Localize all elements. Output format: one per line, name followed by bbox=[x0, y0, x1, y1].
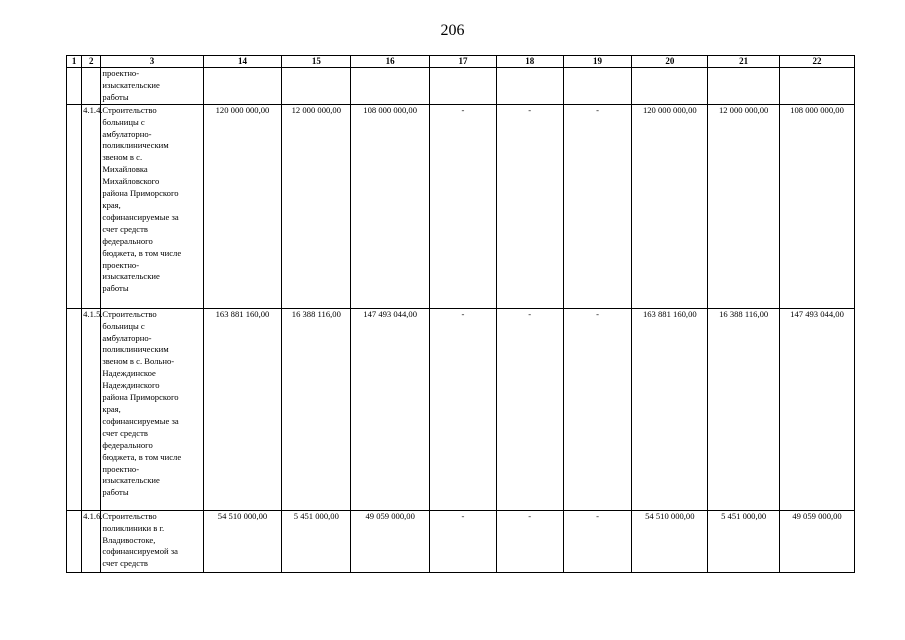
cell-15: 5 451 000,00 bbox=[282, 510, 351, 572]
table-row bbox=[67, 510, 855, 572]
row-description: проектно- изыскательские работы bbox=[101, 68, 203, 105]
cell-19: - bbox=[563, 308, 632, 510]
cell-22: 108 000 000,00 bbox=[780, 104, 855, 308]
budget-table bbox=[66, 55, 855, 573]
column-header: 19 bbox=[563, 56, 632, 68]
cell-19: - bbox=[563, 510, 632, 572]
cell-20: 54 510 000,00 bbox=[632, 510, 708, 572]
cell-17: - bbox=[430, 104, 497, 308]
cell-15: 12 000 000,00 bbox=[282, 104, 351, 308]
cell-16: 49 059 000,00 bbox=[351, 510, 430, 572]
cell-18: - bbox=[496, 308, 563, 510]
cell-17: - bbox=[430, 308, 497, 510]
table-row bbox=[67, 104, 855, 308]
cell-16: 147 493 044,00 bbox=[351, 308, 430, 510]
column-header: 17 bbox=[430, 56, 497, 68]
cell-16: 108 000 000,00 bbox=[351, 104, 430, 308]
cell-21: 5 451 000,00 bbox=[708, 510, 780, 572]
cell-14: 163 881 160,00 bbox=[203, 308, 282, 510]
column-header: 1 bbox=[67, 56, 82, 68]
cell-15: 16 388 116,00 bbox=[282, 308, 351, 510]
cell-18: - bbox=[496, 510, 563, 572]
cell-20: 163 881 160,00 bbox=[632, 308, 708, 510]
cell-17: - bbox=[430, 510, 497, 572]
table-row bbox=[67, 308, 855, 510]
cell-14: 120 000 000,00 bbox=[203, 104, 282, 308]
row-code: 4.1.5. bbox=[82, 308, 101, 510]
column-header: 3 bbox=[101, 56, 203, 68]
column-header: 2 bbox=[82, 56, 101, 68]
row-code: 4.1.4. bbox=[82, 104, 101, 308]
row-description: Строительство поликлиники в г. Владивостоке, софинансируемой за счет средств bbox=[101, 510, 203, 572]
row-description: Строительство больницы с амбулаторно- поликлиническим звеном в с. Михайловка Михайловского района Приморского края, софинансируемые за счет средств федерального бюджета, в том числе проектно- изыскательские работы bbox=[101, 104, 203, 308]
cell-22: 147 493 044,00 bbox=[780, 308, 855, 510]
row-description: Строительство больницы с амбулаторно- поликлиническим звеном в с. Вольно- Надеждинское Надеждинского района Приморского края, софинансируемые за счет средств федерального бюджета, в том числе проектно- изыскательские работы bbox=[101, 308, 203, 510]
cell-20: 120 000 000,00 bbox=[632, 104, 708, 308]
page-number: 206 bbox=[440, 22, 465, 39]
cell-21: 16 388 116,00 bbox=[708, 308, 780, 510]
cell-18: - bbox=[496, 104, 563, 308]
row-code: 4.1.6. bbox=[82, 510, 101, 572]
column-header: 20 bbox=[632, 56, 708, 68]
cell-19: - bbox=[563, 104, 632, 308]
column-header: 21 bbox=[708, 56, 780, 68]
header-row bbox=[67, 56, 855, 68]
column-header: 16 bbox=[351, 56, 430, 68]
cell-22: 49 059 000,00 bbox=[780, 510, 855, 572]
column-header: 18 bbox=[496, 56, 563, 68]
cell-14: 54 510 000,00 bbox=[203, 510, 282, 572]
cell-21: 12 000 000,00 bbox=[708, 104, 780, 308]
table-row-continuation bbox=[67, 68, 855, 105]
column-header: 15 bbox=[282, 56, 351, 68]
column-header: 22 bbox=[780, 56, 855, 68]
column-header: 14 bbox=[203, 56, 282, 68]
